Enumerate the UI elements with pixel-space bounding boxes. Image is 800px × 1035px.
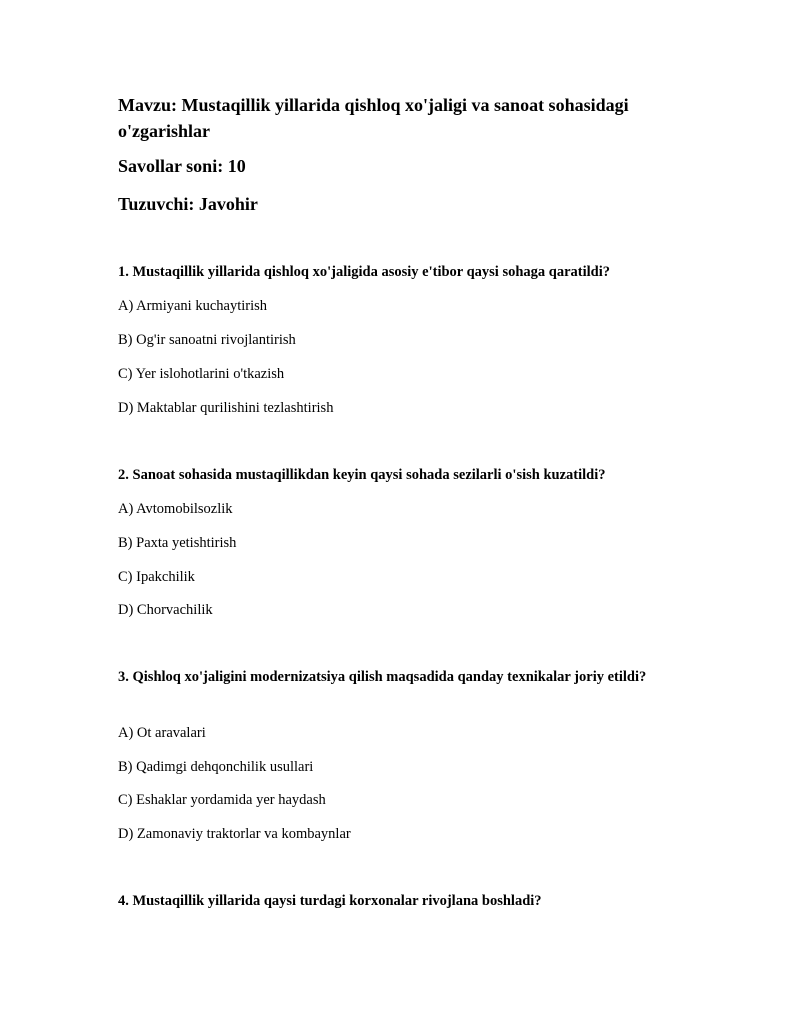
author-line: Tuzuvchi: Javohir — [118, 194, 258, 214]
option-d: D) Maktablar qurilishini tezlashtirish — [118, 400, 334, 416]
option-b: B) Paxta yetishtirish — [118, 535, 237, 551]
option-c: C) Eshaklar yordamida yer haydash — [118, 792, 326, 808]
option-b: B) Og'ir sanoatni rivojlantirish — [118, 332, 296, 348]
question-count: Savollar soni: 10 — [118, 156, 246, 176]
question-4 — [118, 891, 678, 912]
document-title: Mavzu: Mustaqillik yillarida qishloq xo'jaligi va sanoat sohasidagi o'zgarishlar — [118, 95, 629, 141]
question-text: 1. Mustaqillik yillarida qishloq xo'jaligida asosiy e'tibor qaysi sohaga qaratildi? — [118, 264, 611, 280]
question-3 — [118, 667, 678, 842]
option-a: A) Avtomobilsozlik — [118, 501, 233, 517]
option-c: C) Yer islohotlarini o'tkazish — [118, 366, 285, 382]
option-a: A) Ot aravalari — [118, 725, 206, 741]
question-text: 4. Mustaqillik yillarida qaysi turdagi korxonalar rivojlana boshladi? — [118, 893, 542, 909]
option-c: C) Ipakchilik — [118, 569, 195, 585]
option-a: A) Armiyani kuchaytirish — [118, 298, 268, 314]
option-d: D) Chorvachilik — [118, 602, 213, 618]
option-b: B) Qadimgi dehqonchilik usullari — [118, 759, 314, 775]
question-2 — [118, 465, 678, 618]
question-1 — [118, 262, 678, 416]
question-text: 2. Sanoat sohasida mustaqillikdan keyin qaysi sohada sezilarli o'sish kuzatildi? — [118, 467, 606, 483]
question-text: 3. Qishloq xo'jaligini modernizatsiya qilish maqsadida qanday texnikalar joriy etildi? — [118, 669, 647, 685]
option-d: D) Zamonaviy traktorlar va kombaynlar — [118, 826, 351, 842]
